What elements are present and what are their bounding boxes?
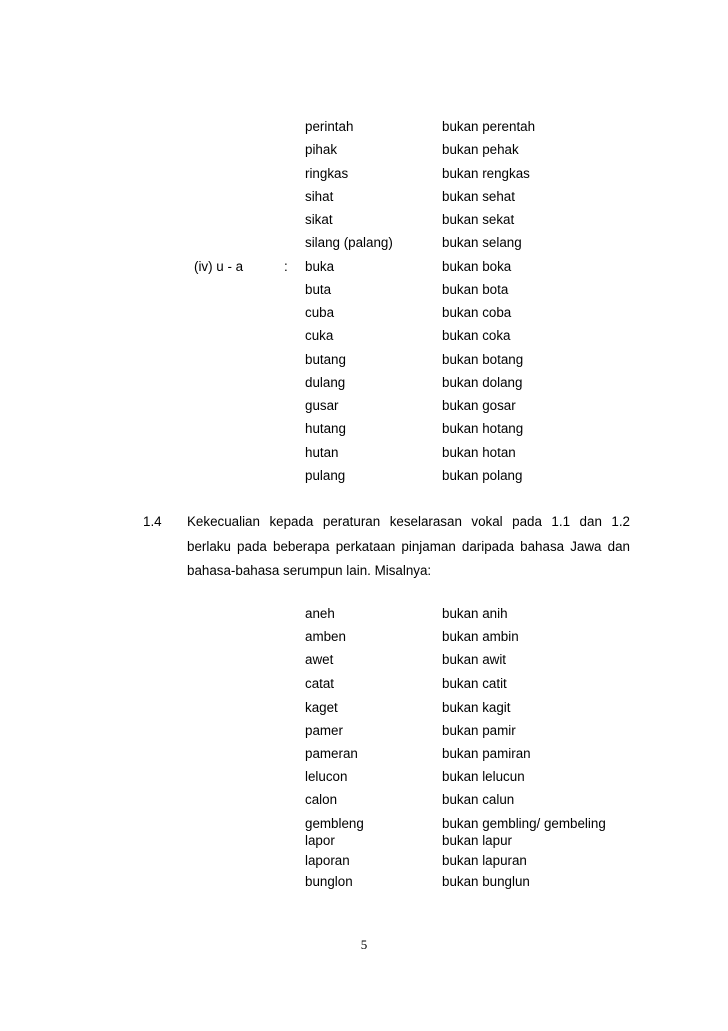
table-row	[0, 420, 728, 440]
accepted-word: gembleng	[305, 816, 364, 831]
accepted-word: pihak	[305, 142, 338, 158]
table-row	[0, 327, 728, 347]
table-row	[0, 374, 728, 394]
accepted-word: hutan	[305, 444, 339, 460]
table-row	[0, 304, 728, 324]
table-row	[0, 675, 728, 695]
accepted-word: catat	[305, 676, 335, 691]
rejected-word: bukan hotang	[442, 421, 524, 437]
table-row	[0, 852, 728, 872]
table-row	[0, 651, 728, 671]
rejected-word: bukan polang	[442, 467, 523, 483]
accepted-word: awet	[305, 652, 334, 667]
rejected-word: bukan lelucun	[442, 769, 525, 784]
accepted-word: dulang	[305, 374, 346, 390]
rejected-word: bukan bota	[442, 281, 509, 297]
accepted-word: buta	[305, 281, 332, 297]
table-row	[0, 791, 728, 811]
table-row	[0, 165, 728, 185]
table-row	[0, 281, 728, 301]
table-row	[0, 467, 728, 487]
row-label: (iv) u - a	[194, 258, 244, 274]
rejected-word: bukan catit	[442, 676, 507, 691]
rejected-word: bukan anih	[442, 606, 508, 621]
rejected-word: bukan pamiran	[442, 746, 531, 761]
table-row	[0, 605, 728, 625]
accepted-word: buka	[305, 258, 335, 274]
table-row	[0, 258, 728, 278]
rejected-word: bukan pamir	[442, 723, 516, 738]
accepted-word: hutang	[305, 421, 346, 437]
table-row	[0, 234, 728, 254]
rejected-word: bukan gembling/ gembeling	[442, 816, 606, 831]
table-row	[0, 118, 728, 138]
accepted-word: cuba	[305, 305, 335, 320]
rejected-word: bukan selang	[442, 235, 522, 251]
accepted-word: perintah	[305, 119, 354, 134]
rejected-word: bukan awit	[442, 652, 507, 667]
table-row	[0, 351, 728, 371]
rejected-word: bukan coba	[442, 305, 512, 320]
accepted-word: silang (palang)	[305, 235, 393, 251]
rejected-word: bukan boka	[442, 258, 512, 274]
table-row	[0, 211, 728, 231]
accepted-word: calon	[305, 792, 338, 807]
table-row	[0, 141, 728, 161]
rejected-word: bukan pehak	[442, 142, 519, 158]
table-row	[0, 397, 728, 417]
rejected-word: bukan gosar	[442, 398, 516, 413]
table-row	[0, 722, 728, 742]
accepted-word: pulang	[305, 467, 346, 483]
table-row	[0, 699, 728, 719]
section-number: 1.4	[143, 514, 162, 529]
accepted-word: lelucon	[305, 769, 348, 784]
accepted-word: lapor	[305, 833, 335, 848]
rejected-word: bukan ambin	[442, 629, 519, 644]
accepted-word: kaget	[305, 700, 338, 715]
table-row	[0, 745, 728, 765]
rejected-word: bukan sekat	[442, 212, 515, 227]
accepted-word: bunglon	[305, 874, 353, 889]
accepted-word: pameran	[305, 746, 358, 761]
rejected-word: bukan dolang	[442, 374, 523, 390]
row-colon: :	[284, 258, 288, 274]
section-paragraph: Kekecualian kepada peraturan keselarasan vokal pada 1.1 dan 1.2 berlaku pada beberapa perkataan pinjaman daripada bahasa Jawa dan bahasa-bahasa serumpun lain. Misalnya:	[187, 514, 630, 578]
rejected-word: bukan perentah	[442, 119, 536, 134]
rejected-word: bukan lapur	[442, 833, 512, 848]
rejected-word: bukan lapuran	[442, 853, 527, 868]
accepted-word: butang	[305, 351, 346, 367]
accepted-word: amben	[305, 629, 346, 644]
accepted-word: sihat	[305, 188, 334, 204]
rejected-word: bukan bunglun	[442, 874, 530, 889]
accepted-word: gusar	[305, 398, 339, 413]
rejected-word: bukan botang	[442, 351, 524, 367]
accepted-word: ringkas	[305, 165, 349, 181]
table-row	[0, 768, 728, 788]
table-row	[0, 628, 728, 648]
table-row	[0, 873, 728, 893]
rejected-word: bukan hotan	[442, 444, 516, 460]
accepted-word: sikat	[305, 212, 333, 227]
accepted-word: pamer	[305, 723, 343, 738]
rejected-word: bukan kagit	[442, 700, 511, 715]
table-row	[0, 444, 728, 464]
rejected-word: bukan calun	[442, 792, 515, 807]
table-row	[0, 832, 728, 852]
accepted-word: aneh	[305, 606, 335, 621]
accepted-word: laporan	[305, 853, 350, 868]
table-row	[0, 188, 728, 208]
rejected-word: bukan coka	[442, 328, 511, 344]
rejected-word: bukan sehat	[442, 188, 515, 204]
accepted-word: cuka	[305, 328, 334, 344]
page-number: 5	[360, 937, 368, 952]
rejected-word: bukan rengkas	[442, 165, 530, 181]
